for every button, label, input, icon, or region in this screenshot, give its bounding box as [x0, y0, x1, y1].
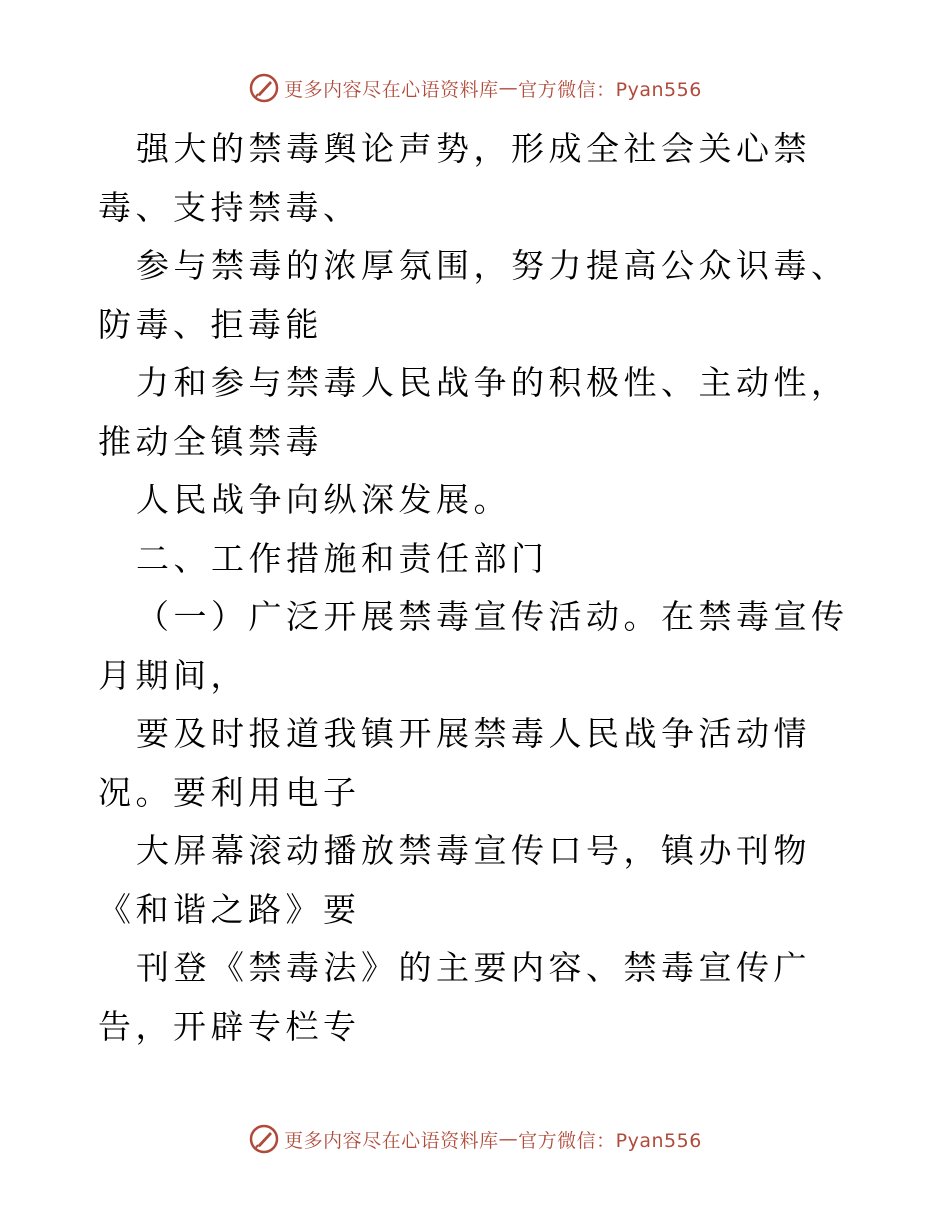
watermark-brand-text: 更多内容尽在心语资料库 [284, 1129, 499, 1152]
paragraph: 要及时报道我镇开展禁毒人民战争活动情况。要利用电子 [98, 714, 811, 812]
paragraph: 力和参与禁毒人民战争的积极性、主动性，推动全镇禁毒 [98, 363, 849, 461]
paragraph: （一）广泛开展禁毒宣传活动。在禁毒宣传月期间， [98, 597, 849, 695]
watermark-brand-text: 更多内容尽在心语资料库 [284, 78, 499, 101]
document-body [98, 120, 858, 1056]
paragraph: 大屏幕滚动播放禁毒宣传口号，镇办刊物《和谐之路》要 [98, 831, 811, 929]
header-watermark [0, 72, 950, 104]
paragraph: 人民战争向纵深发展。 [136, 480, 511, 519]
watermark-separator: — [498, 77, 519, 99]
watermark-separator: — [498, 1128, 519, 1150]
quill-pen-logo-icon [248, 1123, 280, 1155]
section-heading: 二、工作措施和责任部门 [136, 538, 549, 578]
footer-watermark [0, 1123, 950, 1155]
paragraph: 强大的禁毒舆论声势，形成全社会关心禁毒、支持禁毒、 [98, 129, 811, 227]
watermark-wechat-text: 官方微信：Pyan556 [518, 1129, 702, 1152]
watermark-wechat-text: 官方微信：Pyan556 [518, 78, 702, 101]
paragraph: 参与禁毒的浓厚氛围，努力提高公众识毒、防毒、拒毒能 [98, 246, 849, 344]
quill-pen-logo-icon [248, 72, 280, 104]
paragraph: 刊登《禁毒法》的主要内容、禁毒宣传广告，开辟专栏专 [98, 948, 811, 1046]
